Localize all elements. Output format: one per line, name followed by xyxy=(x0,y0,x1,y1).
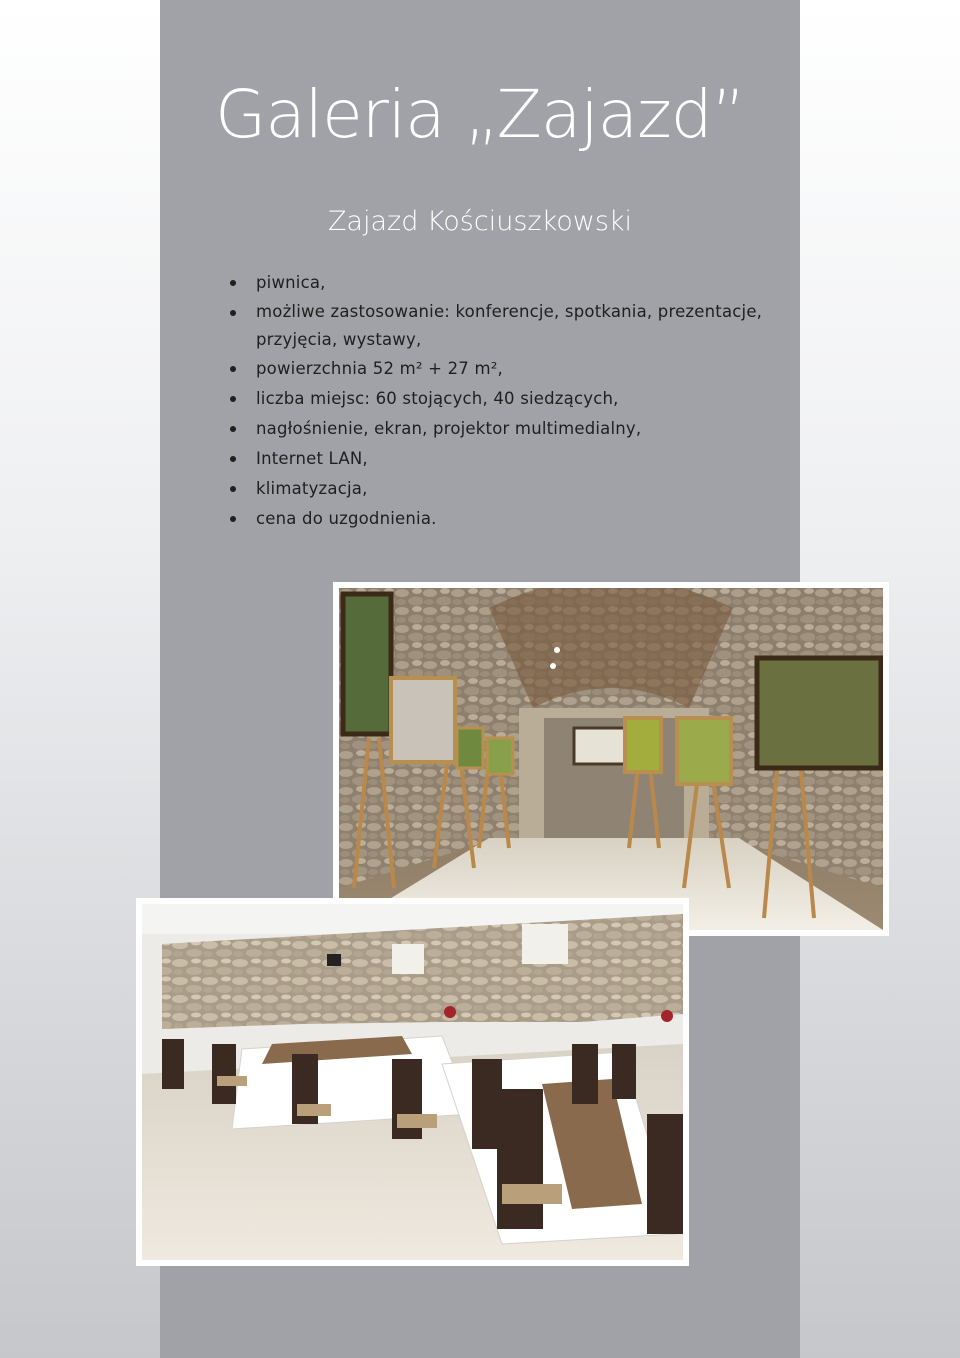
feature-list xyxy=(228,268,773,534)
page-title: Galeria „Zajazd” xyxy=(215,76,745,153)
feature-item: cena do uzgodnienia. xyxy=(228,504,773,534)
feature-item: Internet LAN, xyxy=(228,444,773,474)
gallery-cellar-image xyxy=(339,588,883,930)
feature-item: liczba miejsc: 60 stojących, 40 siedzących, xyxy=(228,384,773,414)
feature-item: piwnica, xyxy=(228,268,773,298)
dining-room-photo xyxy=(136,898,689,1266)
dining-room-image xyxy=(142,904,683,1260)
feature-item: nagłośnienie, ekran, projektor multimedialny, xyxy=(228,414,773,444)
gallery-cellar-photo xyxy=(333,582,889,936)
feature-item: możliwe zastosowanie: konferencje, spotkania, prezentacje, przyjęcia, wystawy, xyxy=(228,298,773,354)
feature-item: klimatyzacja, xyxy=(228,474,773,504)
page-subtitle: Zajazd Kościuszkowski xyxy=(327,206,633,237)
feature-item: powierzchnia 52 m² + 27 m², xyxy=(228,354,773,384)
